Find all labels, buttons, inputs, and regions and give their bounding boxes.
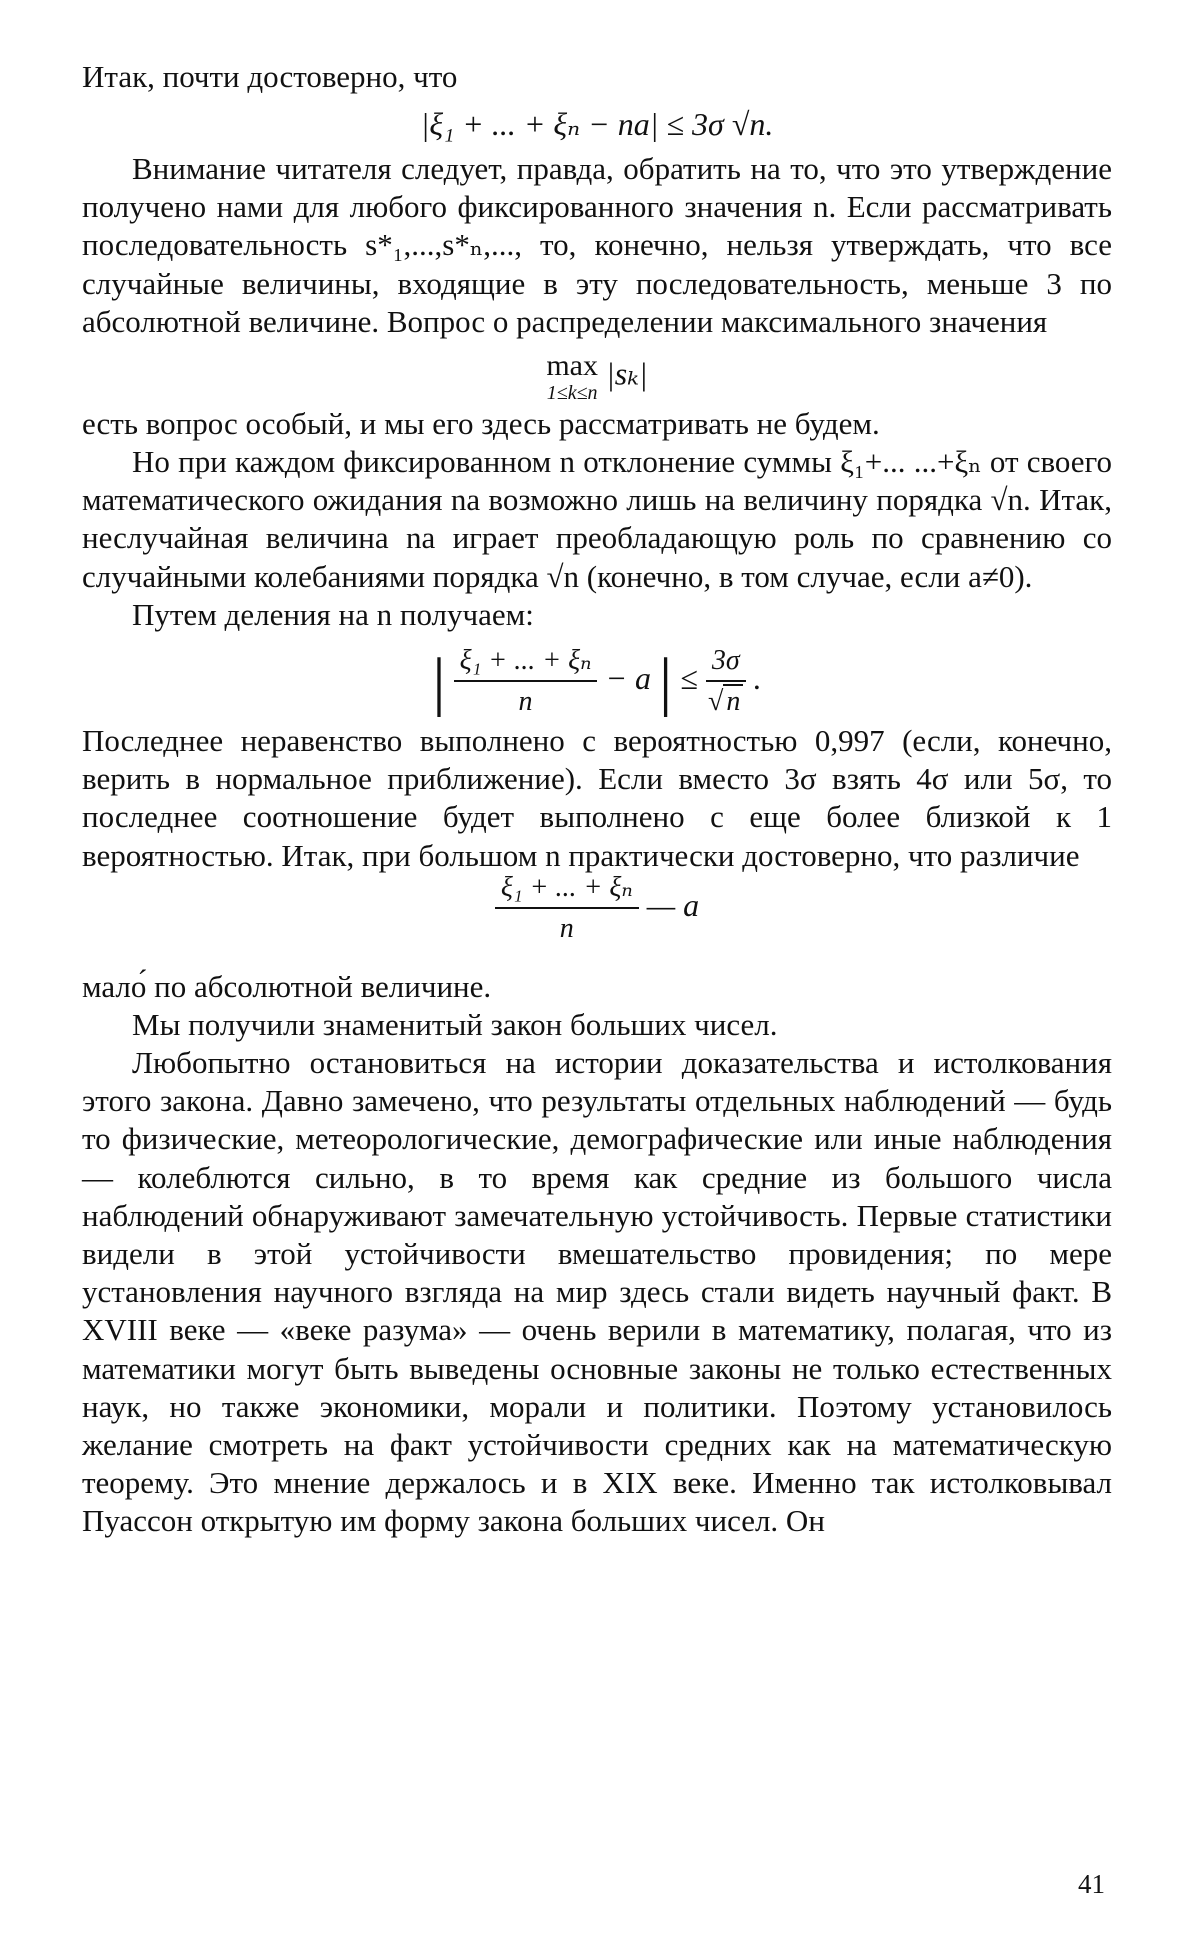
max-operator: max 1≤k≤n [546,349,598,404]
paragraph-probability: Последнее неравенство выполнено с вероятностью 0,997 (если, конечно, верить в нормальное приближение). Если вместо 3σ взять 4σ или 5σ, то последнее соотношение будет выполнено с еще более близкой к 1 вероятностью. Итак, при большом n практически достоверно, что различие [82,723,1112,873]
formula-difference: $\frac{\text{ξ₁ + ... + ξₙ}}{n}$ — a [82,872,1112,945]
paragraph-law: Мы получили знаменитый закон больших чисел. [132,1007,778,1042]
paragraph-attention: Внимание читателя следует, правда, обратить на то, что это утверждение получено нами для любого фиксированного значения n. Если рассматривать последовательность s*₁,...,s*ₙ,..., то, конечно, нельзя утверждать, что все случайные величины, входящие в эту последовательность, меньше 3 по абсолютной величине. Вопрос о распределении максимального значения [82,151,1112,339]
difference-fraction: $\frac{\text{ξ₁ + ... + ξₙ}}{n}$ [495,872,639,945]
paragraph-small: мало́ по абсолютной величине. [82,969,492,1004]
paragraph-special-question: есть вопрос особый, и мы его здесь рассматривать не будем. [82,406,880,441]
paragraph-deviation: Но при каждом фиксированном n отклонение суммы ξ₁+... ...+ξₙ от своего математического ожидания na возможно лишь на величину порядка √n. Итак, неслучайная величина na играет преобладающую роль по сравнению со случайными колебаниями порядка √n (конечно, в том случае, если a≠0). [82,444,1112,594]
formula-max [82,350,1112,404]
formula-inequality: |ξ₁ + ... + ξₙ − na| ≤ 3σ √n. [420,106,774,142]
paragraph-history: Любопытно остановиться на истории доказательства и истолкования этого закона. Давно замечено, что результаты отдельных наблюдений — будь то физические, метеорологические, демографические или иные наблюдения — колеблются сильно, в то время как средние из большого числа наблюдений обнаруживают замечательную устойчивость. Первые статистики видели в этой устойчивости вмешательство провидения; по мере установления научного взгляда на мир здесь стали видеть научный факт. В XVIII веке — «веке разума» — очень верили в математику, полагая, что из математики могут быть выведены основные законы не только естественных наук, но также экономики, морали и политики. Поэтому установилось желание смотреть на факт устойчивости средних как на математическую теорему. Это мнение держалось и в XIX веке. Именно так истолковывал Пуассон открытую им форму закона больших чисел. Он [82,1045,1112,1539]
page-number: 41 [1078,1869,1105,1899]
paragraph-division: Путем деления на n получаем: [132,597,534,632]
formula-mean-inequality: | $\frac{\text{ξ₁ + ... + ξₙ}}{n}$ − a | ≤ $\frac{3\sigma}{√ n}$ . [432,644,762,718]
mean-fraction: $\frac{\text{ξ₁ + ... + ξₙ}}{n}$ [454,645,598,718]
bound-fraction: $\frac{3\sigma}{√ n}$ [706,645,746,718]
max-argument: |sₖ| [605,355,648,392]
paragraph-intro: Итак, почти достоверно, что [82,59,458,94]
